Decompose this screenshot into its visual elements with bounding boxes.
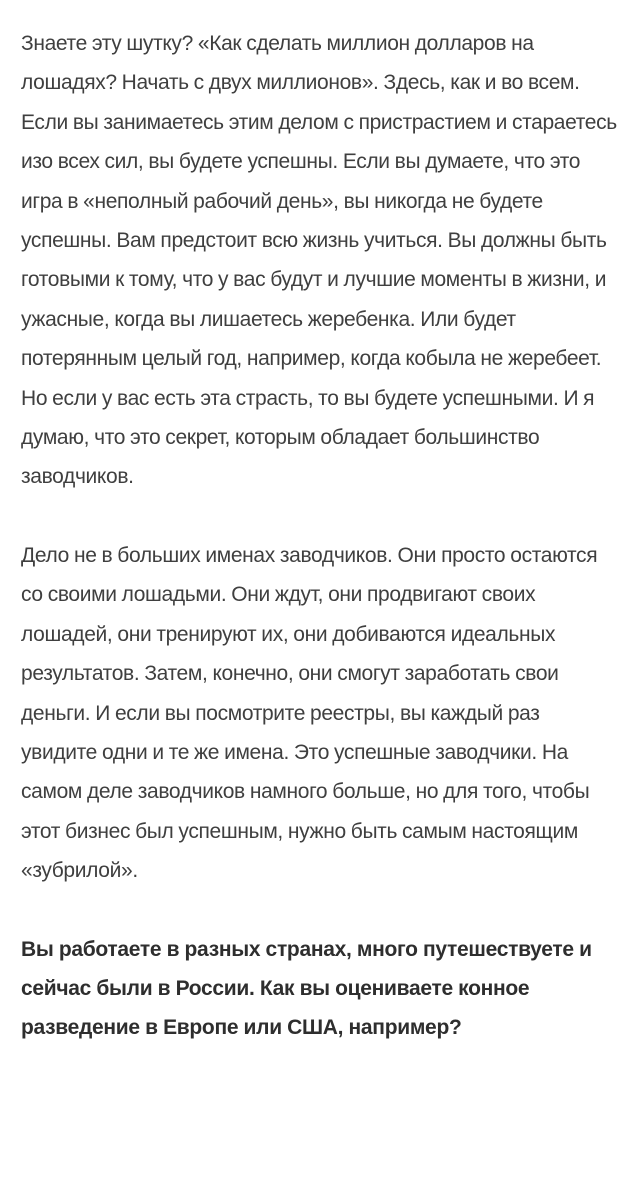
interview-question: Вы работаете в разных странах, много путешествуете и сейчас были в России. Как вы оцениваете конное разведение в Европе или США, например?: [21, 937, 592, 1040]
article-paragraph: Знаете эту шутку? «Как сделать миллион долларов на лошадях? Начать с двух миллионов». Здесь, как и во всем. Если вы занимаетесь этим делом с пристрастием и стараетесь изо всех сил, вы будете успешны. Если вы думаете, что это игра в «неполный рабочий день», вы никогда не будете успешны. Вам предстоит всю жизнь учиться. Вы должны быть готовыми к тому, что у вас будут и лучшие моменты в жизни, и ужасные, когда вы лишаетесь жеребенка. Или будет потерянным целый год, например, когда кобыла не жеребеет. Но если у вас есть эта страсть, то вы будете успешными. И я думаю, что это секрет, которым обладает большинство заводчиков.: [21, 32, 617, 489]
article-paragraph: Дело не в больших именах заводчиков. Они просто остаются со своими лошадьми. Они ждут, они продвигают своих лошадей, они тренируют их, они добиваются идеальных результатов. Затем, конечно, они смогут заработать свои деньги. И если вы посмотрите реестры, вы каждый раз увидите одни и те же имена. Это успешные заводчики. На самом деле заводчиков намного больше, но для того, чтобы этот бизнес был успешным, нужно быть самым настоящим «зубрилой».: [21, 543, 598, 883]
